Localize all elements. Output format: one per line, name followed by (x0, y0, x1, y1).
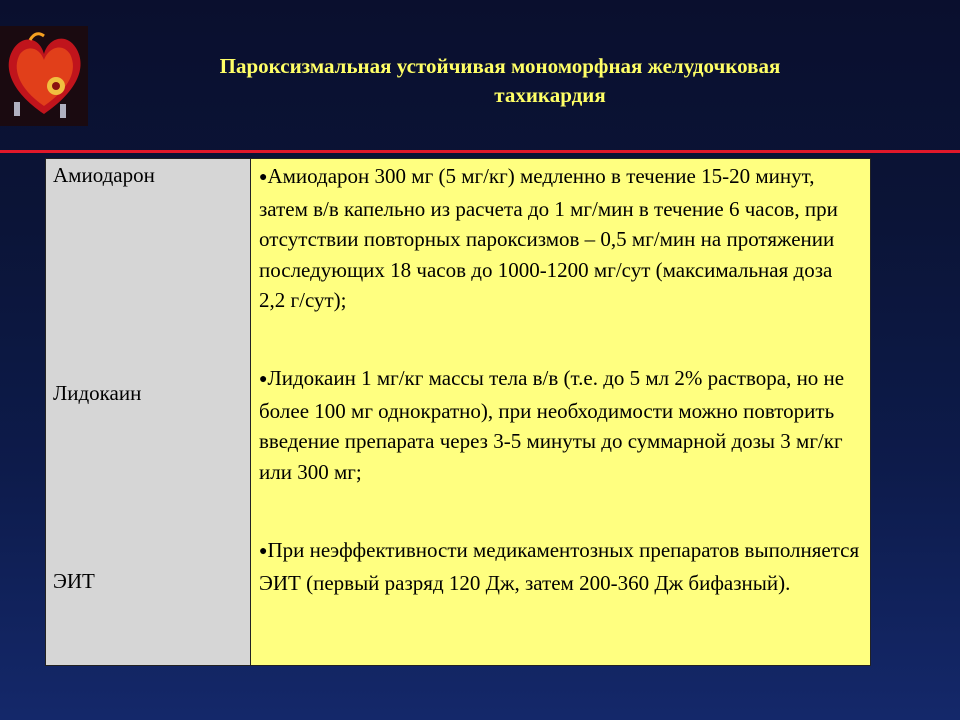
drug-name: Амиодарон (53, 163, 155, 187)
heart-logo-icon (0, 26, 88, 126)
title-line-2: тахикардия (494, 83, 606, 107)
treatment-table (45, 158, 871, 666)
title-line-1: Пароксизмальная устойчивая мономорфная желудочковая (219, 54, 781, 78)
dosage-text: Лидокаин 1 мг/кг массы тела в/в (т.е. до 5 мл 2% раствора, но не более 100 мг однократно), при необходимости можно повторить введение препарата через 3-5 минуты до суммарной дозы 3 мг/кг или 300 мг; (259, 366, 845, 484)
dosage-column (251, 159, 870, 665)
drug-column (46, 159, 251, 665)
page-title (100, 52, 900, 110)
drug-name: ЭИТ (53, 569, 95, 593)
dosage-item (259, 363, 863, 487)
bullet-icon: ● (259, 544, 268, 559)
dosage-text: При неэффективности медикаментозных препаратов выполняется ЭИТ (первый разряд 120 Дж, затем 200-360 Дж бифазный). (259, 538, 860, 595)
dosage-item (259, 535, 863, 598)
bullet-icon: ● (259, 170, 268, 185)
dosage-text: Амиодарон 300 мг (5 мг/кг) медленно в течение 15-20 минут, затем в/в капельно из расчета до 1 мг/мин в течение 6 часов, при отсутствии повторных пароксизмов – 0,5 мг/мин на протяжении последующих 18 часов до 1000-1200 мг/сут (максимальная доза 2,2 г/сут); (259, 164, 838, 312)
drug-name: Лидокаин (53, 381, 142, 405)
bullet-icon: ● (259, 372, 268, 387)
dosage-item (259, 161, 863, 316)
title-divider (0, 150, 960, 153)
